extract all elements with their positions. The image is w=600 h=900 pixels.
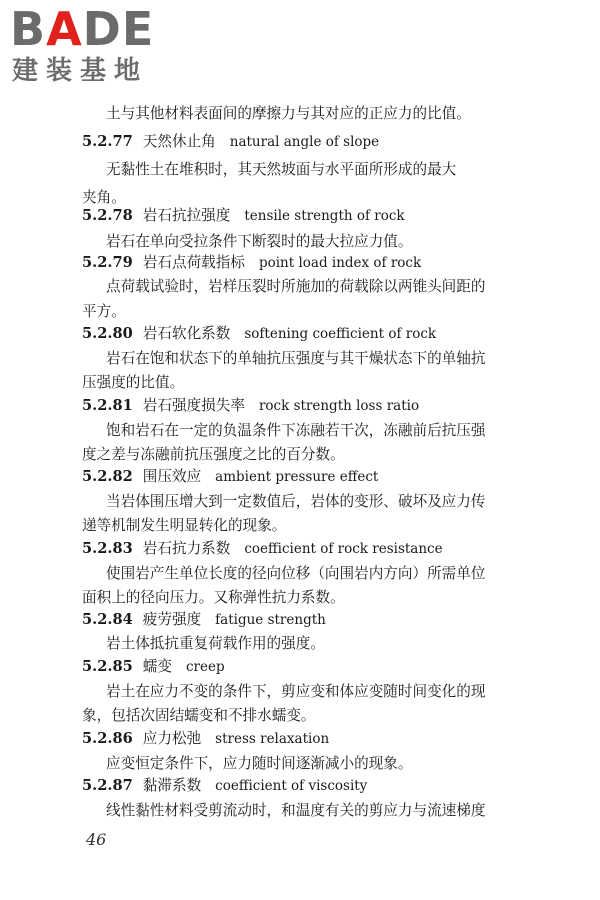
entry-number: 5.2.81 — [82, 397, 133, 414]
term-english: point load index of rock — [258, 255, 422, 271]
entry-number: 5.2.79 — [82, 254, 133, 271]
definition-line: 递等机制发生明显转化的现象。 — [82, 517, 287, 534]
term-chinese: 岩石抗拉强度 — [142, 207, 231, 224]
term-english: coefficient of viscosity — [215, 778, 368, 794]
definition-line: 岩土在应力不变的条件下，剪应变和体应变随时间变化的现 — [106, 683, 486, 700]
logo-letter-b: B — [10, 2, 47, 56]
entry-heading — [82, 657, 225, 677]
definition-line: 线性黏性材料受剪流动时，和温度有关的剪应力与流速梯度 — [106, 802, 486, 819]
definition-line: 面积上的径向压力。又称弹性抗力系数。 — [82, 589, 345, 606]
entry-heading — [82, 729, 329, 749]
entry-heading — [82, 467, 378, 487]
term-english: natural angle of slope — [229, 134, 380, 150]
definition-line: 无黏性土在堆积时，其天然坡面与水平面所形成的最大 — [106, 161, 457, 178]
page-number: 46 — [86, 830, 107, 849]
definition-line: 点荷载试验时，岩样压裂时所施加的荷载除以两锥头间距的 — [106, 278, 486, 295]
entry-heading — [82, 610, 326, 630]
term-chinese: 黏滞系数 — [142, 777, 202, 794]
definition-line: 应变恒定条件下，应力随时间逐渐减小的现象。 — [106, 755, 413, 772]
logo-wordmark — [10, 4, 154, 54]
entry-heading — [82, 324, 436, 344]
definition-line: 当岩体围压增大到一定数值后，岩体的变形、破坏及应力传 — [106, 493, 486, 510]
entry-number: 5.2.86 — [82, 730, 133, 747]
entry-heading — [82, 253, 421, 273]
definition-line: 岩土体抵抗重复荷载作用的强度。 — [106, 635, 325, 652]
entry-heading — [82, 206, 405, 226]
term-chinese: 围压效应 — [142, 468, 202, 485]
term-chinese: 岩石强度损失率 — [142, 397, 245, 414]
entry-number: 5.2.82 — [82, 468, 133, 485]
term-english: rock strength loss ratio — [258, 398, 420, 414]
term-english: fatigue strength — [215, 612, 326, 628]
entry-number: 5.2.83 — [82, 540, 133, 557]
term-chinese: 疲劳强度 — [142, 611, 202, 628]
logo-subtitle: 建装基地 — [12, 56, 149, 86]
definition-line: 饱和岩石在一定的负温条件下冻融若干次，冻融前后抗压强 — [106, 422, 486, 439]
definition-line: 岩石在饱和状态下的单轴抗压强度与其干燥状态下的单轴抗 — [106, 350, 486, 367]
continuation-line: 土与其他材料表面间的摩擦力与其对应的正应力的比值。 — [106, 105, 471, 122]
definition-line: 象，包括次固结蠕变和不排水蠕变。 — [82, 707, 316, 724]
entry-number: 5.2.80 — [82, 325, 133, 342]
term-chinese: 天然休止角 — [142, 133, 216, 150]
term-chinese: 岩石点荷载指标 — [142, 254, 245, 271]
term-chinese: 岩石抗力系数 — [142, 540, 231, 557]
term-english: ambient pressure effect — [215, 469, 379, 485]
term-chinese: 岩石软化系数 — [142, 325, 231, 342]
term-chinese: 应力松弛 — [142, 730, 202, 747]
term-english: softening coefficient of rock — [244, 326, 437, 342]
definition-line: 平方。 — [82, 303, 126, 320]
entry-number: 5.2.87 — [82, 777, 133, 794]
term-english: tensile strength of rock — [244, 208, 405, 224]
logo-letter-a: A — [46, 2, 83, 56]
logo-letters-de: DE — [82, 2, 155, 56]
definition-line: 度之差与冻融前抗压强度之比的百分数。 — [82, 446, 345, 463]
definition-line: 岩石在单向受拉条件下断裂时的最大拉应力值。 — [106, 233, 413, 250]
term-english: creep — [185, 659, 225, 675]
entry-number: 5.2.85 — [82, 658, 133, 675]
definition-line: 夹角。 — [82, 189, 126, 206]
entry-heading — [82, 396, 419, 416]
term-english: coefficient of rock resistance — [244, 541, 443, 557]
entry-heading — [82, 132, 379, 152]
entry-number: 5.2.78 — [82, 207, 133, 224]
term-chinese: 蠕变 — [142, 658, 172, 675]
entry-number: 5.2.77 — [82, 133, 133, 150]
definition-line: 使围岩产生单位长度的径向位移（向围岩内方向）所需单位 — [106, 565, 486, 582]
logo — [10, 4, 180, 88]
entry-heading — [82, 539, 443, 559]
entry-number: 5.2.84 — [82, 611, 133, 628]
term-english: stress relaxation — [215, 731, 330, 747]
definition-line: 压强度的比值。 — [82, 374, 185, 391]
entry-heading — [82, 776, 367, 796]
